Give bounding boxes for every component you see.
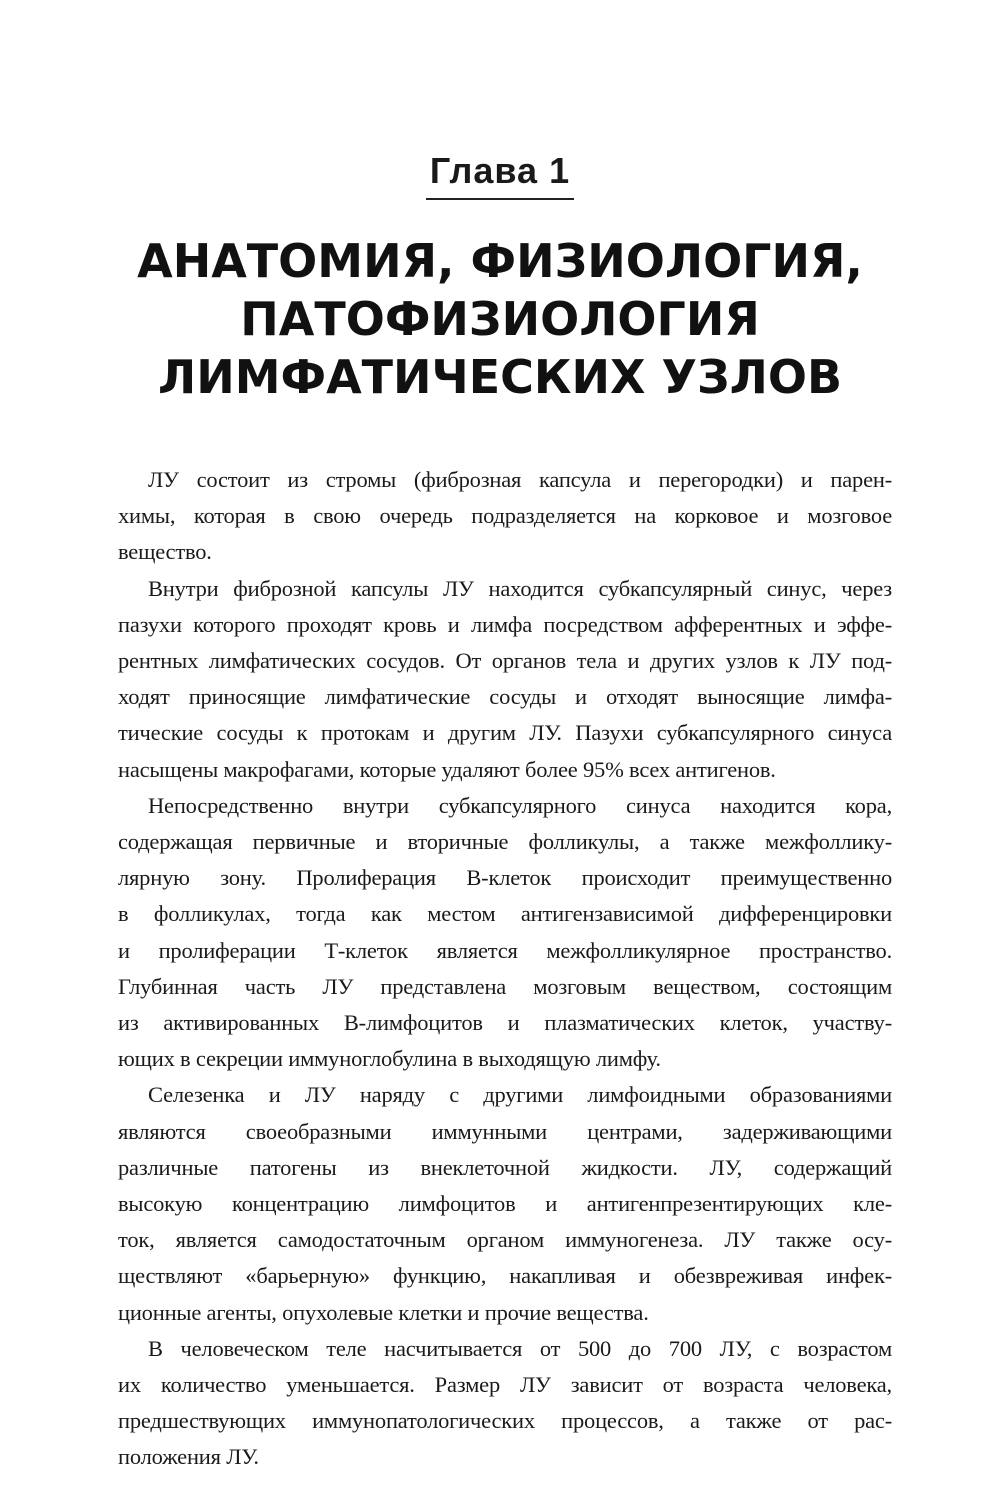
paragraph [118,571,892,788]
text-line: химы, которая в свою очередь подразделяется на корковое и мозговое [118,503,892,529]
text-line: ционные агенты, опухолевые клетки и прочие вещества. [118,1299,649,1325]
chapter-title [0,232,1000,406]
text-line: ток, является самодостаточным органом иммуногенеза. ЛУ также осу- [118,1227,892,1253]
text-line: Внутри фиброзной капсулы ЛУ находится субкапсулярный синус, через [148,575,892,601]
paragraph [118,462,892,571]
text-line: Непосредственно внутри субкапсулярного синуса находится кора, [148,792,892,818]
text-line: ществляют «барьерную» функцию, накапливая и обезвреживая инфек- [118,1263,892,1289]
text-line: из активированных В-лимфоцитов и плазматических клеток, участву- [118,1010,892,1036]
paragraph [118,788,892,1078]
text-line: ЛУ состоит из стромы (фиброзная капсула и перегородки) и парен- [148,467,892,492]
text-line: ходят приносящие лимфатические сосуды и отходят выносящие лимфа- [118,684,892,710]
text-line: предшествующих иммунопатологических процессов, а также от рас- [118,1408,892,1434]
chapter-number: Глава 1 [426,150,574,200]
title-line: ЛИМФАТИЧЕСКИХ УЗЛОВ [157,350,843,404]
body-text [118,462,892,1476]
text-line: высокую концентрацию лимфоцитов и антигенпрезентирующих кле- [118,1191,892,1217]
text-line: лярную зону. Пролиферация В-клеток происходит преимущественно [118,865,892,891]
paragraph [118,1331,892,1476]
text-line: их количество уменьшается. Размер ЛУ зависит от возраста человека, [118,1372,892,1398]
text-line: вещество. [118,539,212,565]
text-line: в фолликулах, тогда как местом антигензависимой дифференцировки [118,901,892,927]
text-line: Глубинная часть ЛУ представлена мозговым веществом, состоящим [118,973,892,999]
text-line: различные патогены из внеклеточной жидкости. ЛУ, содержащий [118,1154,892,1180]
text-line: являются своеобразными иммунными центрами, задерживающими [118,1118,892,1144]
paragraph [118,1077,892,1330]
text-line: В человеческом теле насчитывается от 500 до 700 ЛУ, с возрастом [148,1335,892,1361]
text-line: положения ЛУ. [118,1444,259,1470]
title-line: АНАТОМИЯ, ФИЗИОЛОГИЯ, [137,234,863,288]
text-line: ющих в секреции иммуноглобулина в выходящую лимфу. [118,1046,661,1072]
text-line: содержащая первичные и вторичные фолликулы, а также межфоллику- [118,829,892,855]
text-line: Селезенка и ЛУ наряду с другими лимфоидными образованиями [148,1082,892,1108]
text-line: пазухи которого проходят кровь и лимфа посредством афферентных и эффе- [118,611,892,637]
text-line: насыщены макрофагами, которые удаляют более 95% всех антигенов. [118,756,776,782]
text-line: рентных лимфатических сосудов. От органов тела и других узлов к ЛУ под- [118,648,892,674]
chapter-heading [0,150,1000,200]
title-line: ПАТОФИЗИОЛОГИЯ [240,292,760,346]
text-line: тические сосуды к протокам и другим ЛУ. Пазухи субкапсулярного синуса [118,720,892,746]
text-line: и пролиферации Т-клеток является межфолликулярное пространство. [118,937,892,963]
